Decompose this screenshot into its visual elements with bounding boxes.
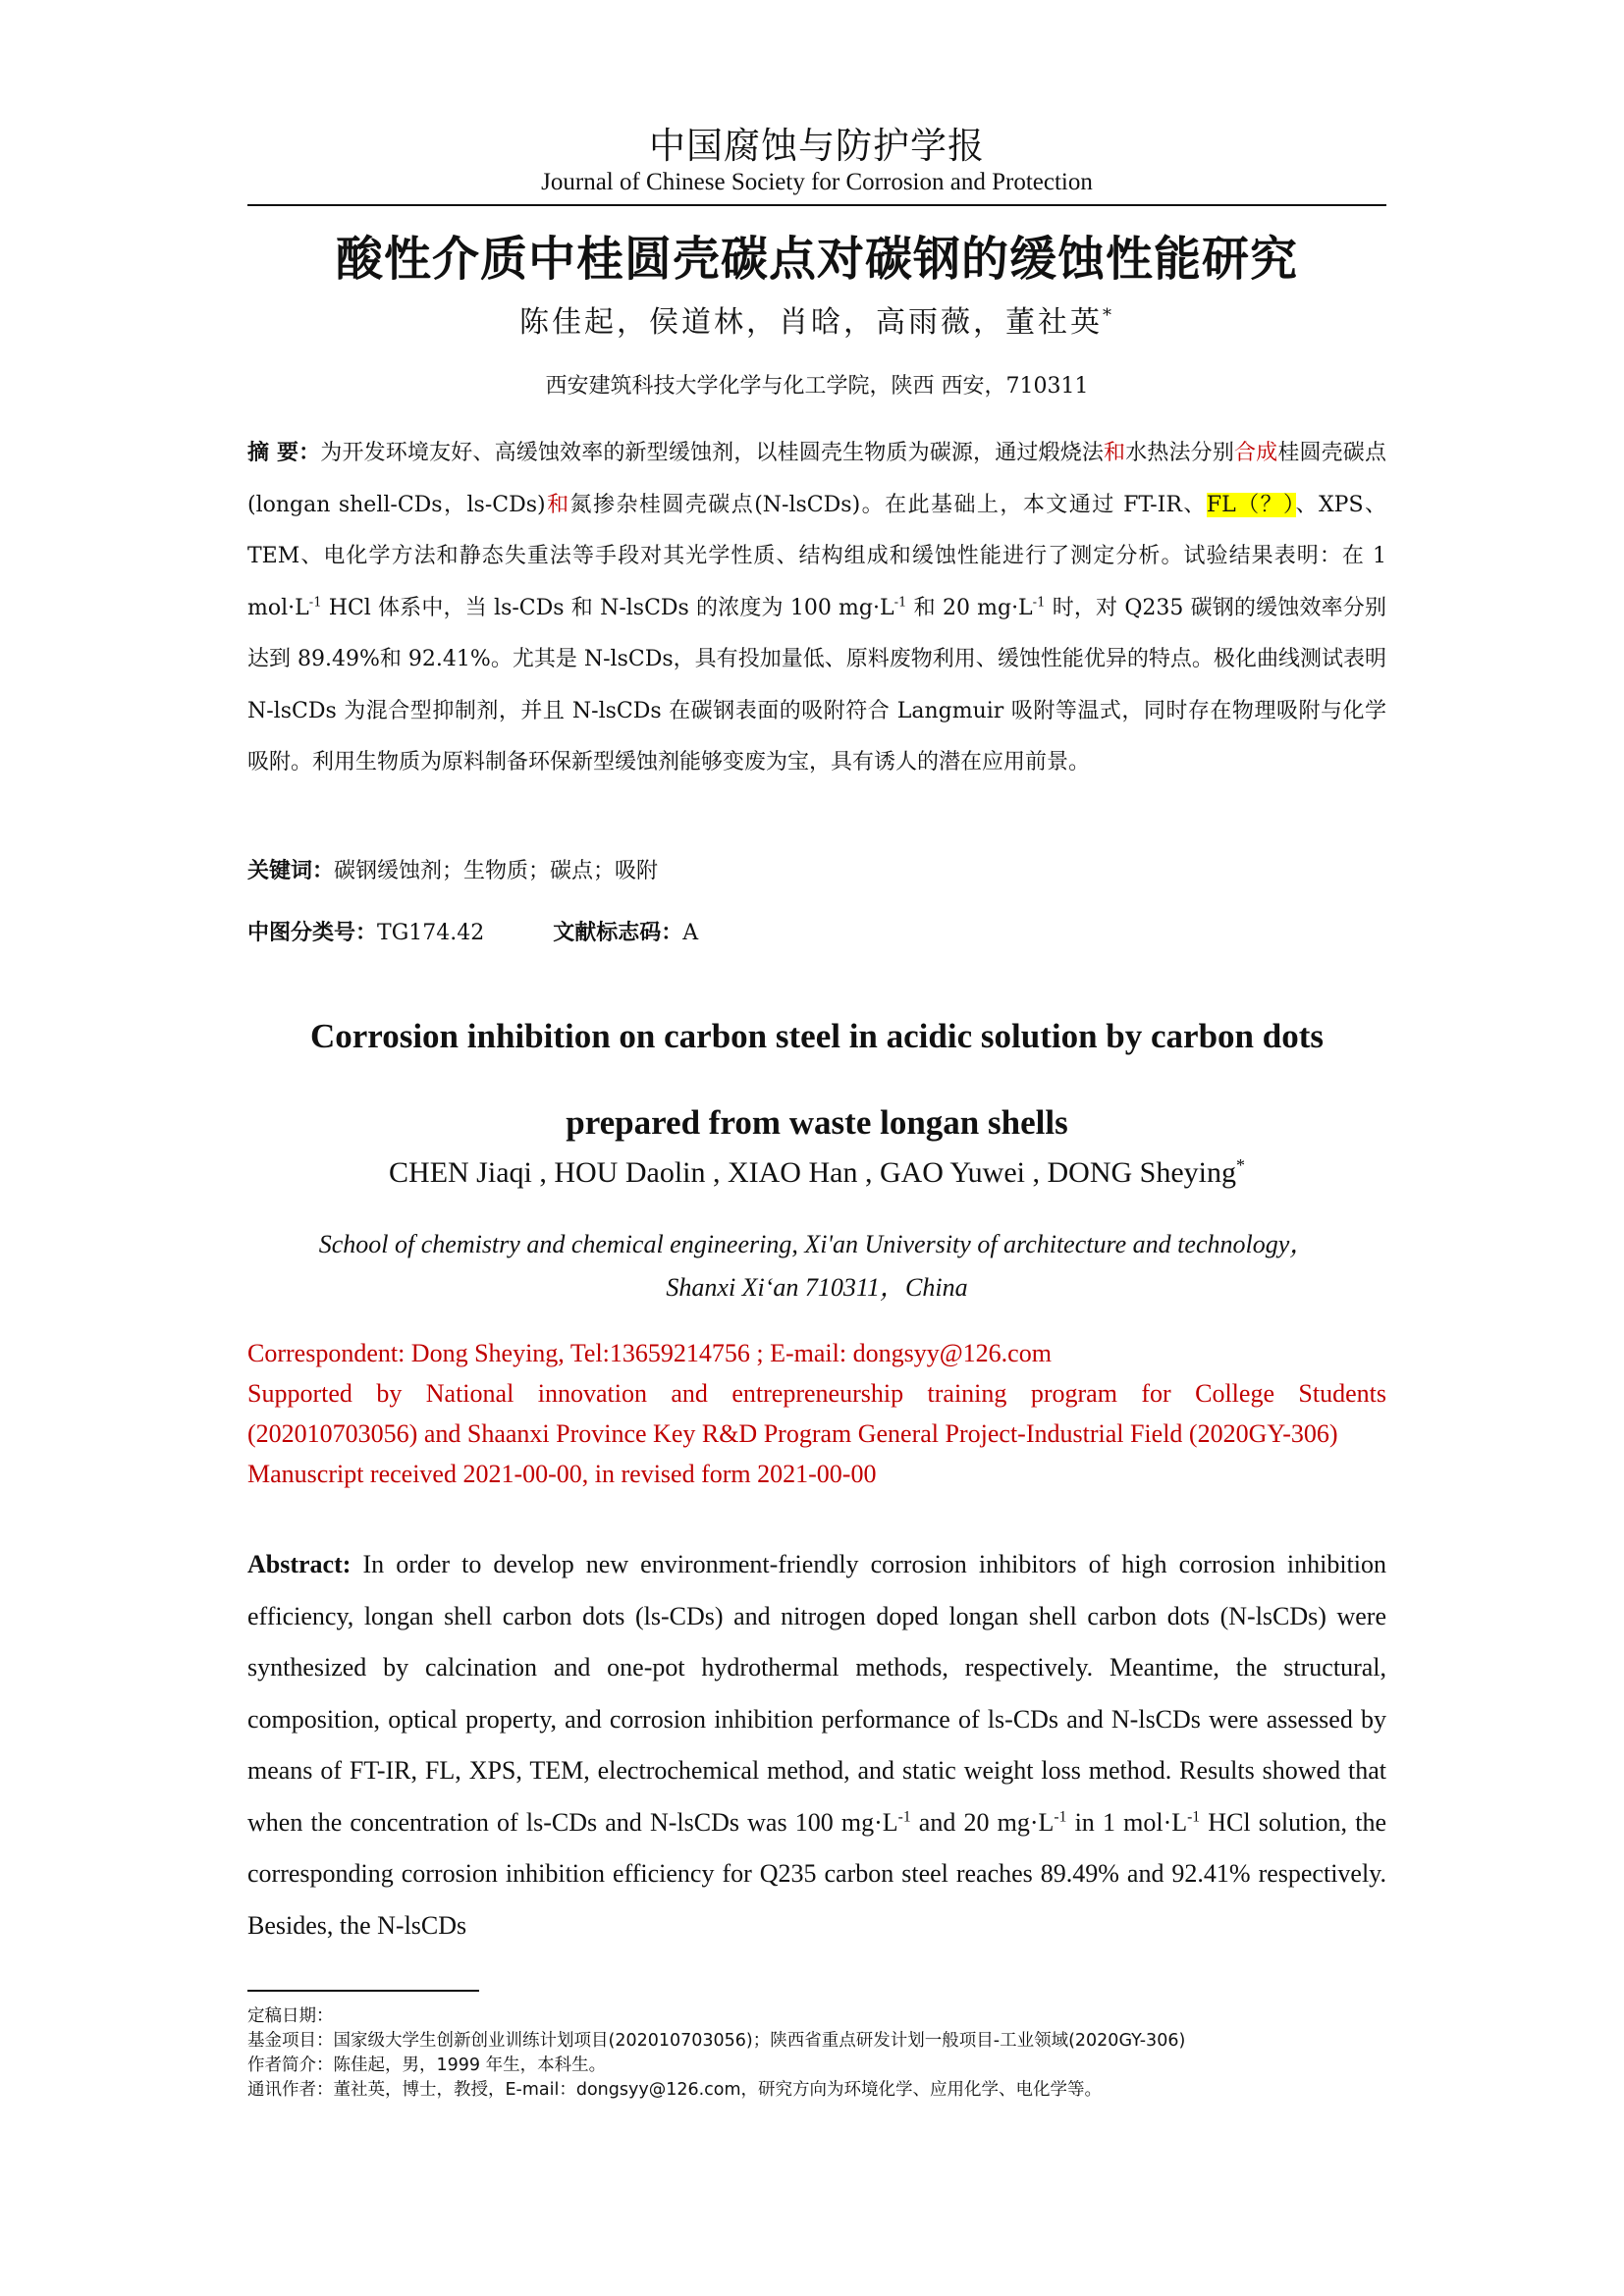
superscript: -1	[893, 595, 907, 611]
funding-line: Supported by National innovation and entrepreneurship training program for College Students (202010703056) and Shaanxi Province Key R&D Program General Project-Industrial Field (2020GY-306)	[247, 1379, 1386, 1448]
paper-title-en: Corrosion inhibition on carbon steel in acidic solution by carbon dots prepared from waste longan shells	[309, 1017, 1324, 1142]
authors-en	[247, 1156, 1386, 1190]
authors-cn-text: 陈佳起，侯道林，肖晗，高雨薇，董社英	[519, 305, 1103, 340]
abstract-cn-edit-mark: 和	[545, 492, 570, 517]
authors-cn	[247, 297, 1386, 341]
abstract-cn-text: 水热法分别	[1125, 441, 1234, 465]
footnote-corresponding-author: 通讯作者：董社英，博士，教授，E-mail：dongsyy@126.com，研究方向为环境化学、应用化学、电化学等。	[247, 2080, 1103, 2100]
abstract-cn-text: 、XPS、TEM、电化学方法和静态失重法等手段对其光学性质、结构组成和缓蚀性能进行了测定分析。试验结果表明：在 1 mol·L	[247, 492, 1386, 620]
classification-line	[247, 916, 1386, 946]
authors-en-text: CHEN Jiaqi , HOU Daolin , XIAO Han , GAO Yuwei , DONG Sheying	[389, 1156, 1236, 1189]
abstract-cn-text: 和 20 mg·L	[906, 595, 1033, 620]
clc-value: TG174.42	[377, 921, 485, 945]
superscript: -1	[1032, 595, 1046, 611]
abstract-en	[247, 1539, 1386, 1951]
abstract-cn-label: 摘 要：	[247, 441, 321, 465]
abstract-en-text: In order to develop new environment-friendly corrosion inhibitors of high corrosion inhibition efficiency, longan shell carbon dots (ls-CDs) and nitrogen doped longan shell carbon dots (N-lsCDs) were synthesized by calcination and one-pot hydrothermal methods, respectively. Meantime, the structural, composition, optical property, and corrosion inhibition performance of ls-CDs and N-lsCDs were assessed by means of FT-IR, FL, XPS, TEM, electrochemical method, and static weight loss method. Results showed that when the concentration of ls-CDs and N-lsCDs was 100 mg·L	[247, 1550, 1386, 1837]
footnote-author-bio: 作者简介：陈佳起，男，1999 年生，本科生。	[247, 2056, 607, 2075]
footnote-funding: 基金项目：国家级大学生创新创业训练计划项目(202010703056)；陕西省重点研发计划一般项目-工业领域(2020GY-306)	[247, 2031, 1186, 2051]
abstract-cn-text: HCl 体系中，当 ls-CDs 和 N-lsCDs 的浓度为 100 mg·L	[321, 595, 894, 620]
doc-code-label: 文献标志码：	[553, 921, 683, 945]
abstract-cn-text: 时，对 Q235 碳钢的缓蚀效率分别达到 89.49%和 92.41%。尤其是 N-lsCDs，具有投加量低、原料废物利用、缓蚀性能优异的特点。极化曲线测试表明 N-lsCDs 为混合型抑制剂，并且 N-lsCDs 在碳钢表面的吸附符合 Langmuir 吸附等温式，同时存在物理吸附与化学吸附。利用生物质为原料制备环保新型缓蚀剂能够变废为宝，具有诱人的潜在应用前景。	[247, 595, 1386, 774]
abstract-en-text: HCl solution, the corresponding corrosion inhibition efficiency for Q235 carbon steel reaches 89.49% and 92.41% respectively. Besides, the N-lsCDs	[247, 1807, 1386, 1940]
abstract-cn-text: 为开发环境友好、高缓蚀效率的新型缓蚀剂，以桂圆壳生物质为碳源，通过煅烧法	[320, 441, 1105, 465]
abstract-en-text: and 20 mg·L	[910, 1807, 1055, 1837]
footnote-final-date: 定稿日期：	[247, 2006, 334, 2026]
abstract-cn-highlight: FL（？）	[1206, 492, 1296, 517]
correspondent-line: Correspondent: Dong Sheying, Tel:13659214756 ; E-mail: dongsyy@126.com	[247, 1339, 1052, 1367]
abstract-cn-edit-mark: 和	[1104, 441, 1126, 465]
abstract-cn-text: 桂圆壳碳点(longan shell-CDs，ls-CDs)	[247, 441, 1386, 517]
footnote-rule	[247, 1990, 479, 1992]
affiliation-en	[247, 1223, 1386, 1309]
affiliation-en-line: School of chemistry and chemical engineering, Xi'an University of architecture and technology，	[318, 1230, 1316, 1258]
header-rule	[247, 204, 1386, 206]
clc-label: 中图分类号：	[247, 921, 378, 945]
corresponding-mark-en: *	[1235, 1155, 1245, 1175]
superscript: -1	[1187, 1807, 1201, 1825]
superscript: -1	[1054, 1807, 1067, 1825]
abstract-en-label: Abstract:	[247, 1550, 352, 1578]
correspondence-block	[247, 1333, 1386, 1494]
keywords-cn-value: 碳钢缓蚀剂；生物质；碳点；吸附	[334, 859, 659, 883]
journal-name-cn: 中国腐蚀与防护学报	[649, 125, 985, 167]
doc-code-value: A	[682, 921, 699, 945]
affiliation-cn: 西安建筑科技大学化学与化工学院，陕西 西安，710311	[545, 374, 1089, 399]
manuscript-dates: Manuscript received 2021-00-00, in revised form 2021-00-00	[247, 1460, 877, 1488]
abstract-cn-text: 氮掺杂桂圆壳碳点(N-lsCDs)。在此基础上，本文通过 FT-IR、	[569, 492, 1207, 517]
superscript: -1	[897, 1807, 911, 1825]
footnotes	[247, 2004, 1386, 2103]
journal-name-en: Journal of Chinese Society for Corrosion and Protection	[541, 169, 1093, 195]
keywords-cn-label: 关键词：	[247, 859, 335, 883]
corresponding-mark-cn: *	[1103, 305, 1114, 326]
paper-title-cn: 酸性介质中桂圆壳碳点对碳钢的缓蚀性能研究	[335, 232, 1298, 287]
superscript: -1	[308, 595, 322, 611]
abstract-en-text: in 1 mol·L	[1066, 1807, 1188, 1837]
abstract-cn	[247, 428, 1386, 789]
abstract-cn-edit-mark: 合成	[1233, 441, 1278, 465]
keywords-cn	[247, 854, 658, 884]
affiliation-en-line: Shanxi Xi‘an 710311，China	[666, 1273, 968, 1302]
